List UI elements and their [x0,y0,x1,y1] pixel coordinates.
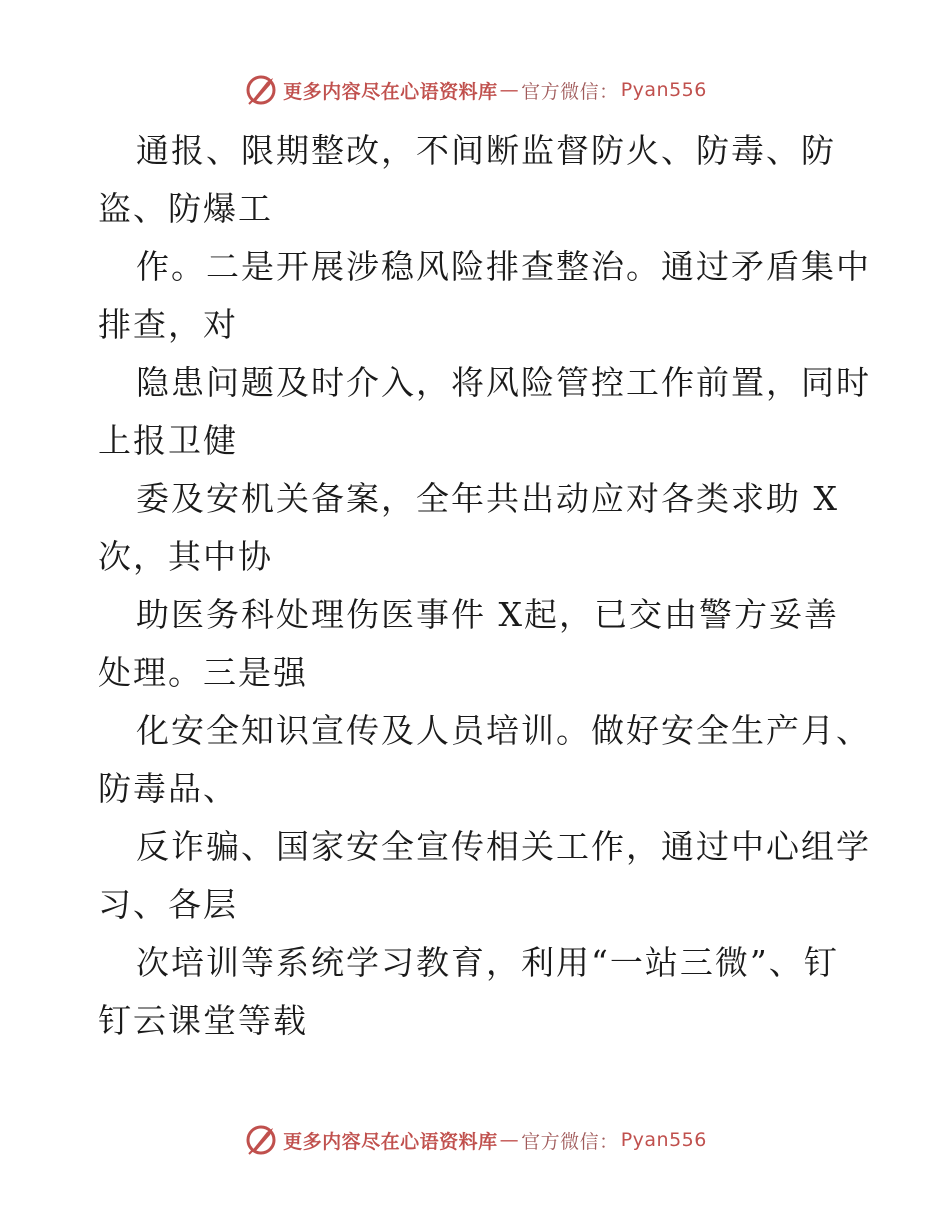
paragraph [98,470,898,586]
paragraph-line: 隐患问题及时介入，将风险管控工作前置，同时 [136,363,871,402]
paragraph-line: 防毒品、 [98,769,238,808]
watermark-wechat-id: Pyan556 [620,1129,707,1151]
paragraph-line: 助医务科处理伤医事件 X起，已交由警方妥善 [136,595,839,634]
paragraph-line: 上报卫健 [98,421,238,460]
paragraph [98,238,898,354]
paragraph-line: 化安全知识宣传及人员培训。做好安全生产月、 [136,711,871,750]
paragraph-line: 排查，对 [98,305,238,344]
quill-logo-icon [243,72,279,108]
footer-watermark [0,1120,950,1160]
watermark-wechat-label: 官方微信： [521,1130,619,1153]
paragraph-line: 委及安机关备案，全年共出动应对各类求助 X [136,479,839,518]
watermark-site-name: 更多内容尽在心语资料库 [283,80,498,103]
quill-logo-icon [243,1122,279,1158]
paragraph-line: 反诈骗、国家安全宣传相关工作，通过中心组学 [136,827,871,866]
watermark-site-name: 更多内容尽在心语资料库 [283,1130,498,1153]
paragraph-line: 作。二是开展涉稳风险排查整治。通过矛盾集中 [136,247,871,286]
paragraph-line: 次培训等系统学习教育，利用“一站三微”、钉 [136,943,839,982]
paragraph-line: 处理。三是强 [98,653,308,692]
paragraph-line: 习、各层 [98,885,238,924]
paragraph-line: 通报、限期整改，不间断监督防火、防毒、防 [136,131,836,170]
paragraph [98,702,898,818]
watermark-dash: — [499,1129,520,1151]
paragraph [98,122,898,238]
watermark-dash: — [499,79,520,101]
header-watermark [0,70,950,110]
watermark-wechat-label: 官方微信： [521,80,619,103]
paragraph-line: 盗、防爆工 [98,189,273,228]
paragraph-line: 次，其中协 [98,537,273,576]
paragraph [98,818,898,934]
watermark-wechat-id: Pyan556 [620,79,707,101]
paragraph [98,934,898,1050]
paragraph-line: 钉云课堂等载 [98,1001,308,1040]
paragraph [98,354,898,470]
paragraph [98,586,898,702]
document-body [98,122,898,1050]
